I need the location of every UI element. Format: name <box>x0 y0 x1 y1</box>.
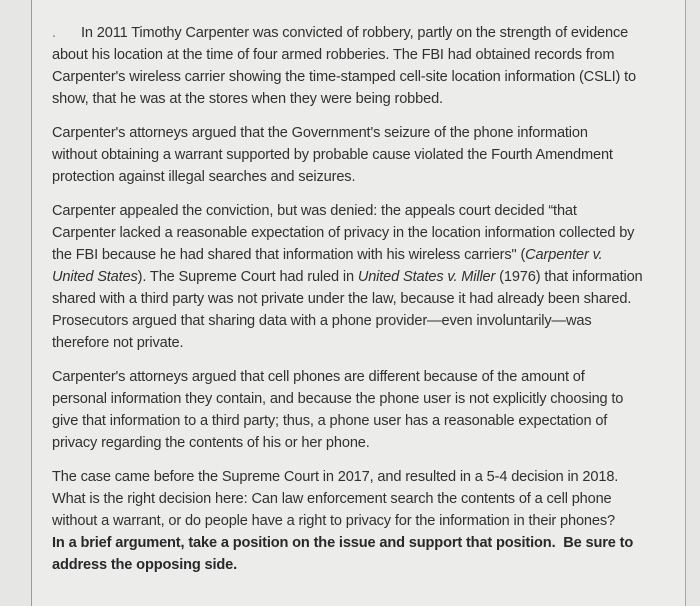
paragraph-cell-phones-different <box>52 366 652 454</box>
assignment-instruction: In a brief argument, take a position on the issue and support that position. Be sure to <box>52 535 634 551</box>
paragraph-line: the FBI because he had shared that information with his wireless carriers" (Carpenter v. <box>52 247 603 263</box>
paragraph-line: Carpenter appealed the conviction, but was denied: the appeals court decided “that <box>52 203 577 219</box>
paragraph-line: show, that he was at the stores when they were being robbed. <box>52 91 443 107</box>
paragraph-line: Carpenter's attorneys argued that cell phones are different because of the amount of <box>52 369 585 385</box>
paragraph-prompt <box>52 466 652 576</box>
paragraph-line: What is the right decision here: Can law enforcement search the contents of a cell phone <box>52 491 612 507</box>
paragraph-line: without obtaining a warrant supported by probable cause violated the Fourth Amendment <box>52 147 613 163</box>
paragraph-line: United States). The Supreme Court had ruled in United States v. Miller (1976) that information <box>52 269 643 285</box>
paragraph-line: protection against illegal searches and seizures. <box>52 169 356 185</box>
paragraph-line: personal information they contain, and because the phone user is not explicitly choosing to <box>52 391 624 407</box>
paragraph-line: without a warrant, or do people have a right to privacy for the information in their phones? <box>52 513 615 529</box>
case-citation: Carpenter v. <box>525 247 603 263</box>
paragraph-line: shared with a third party was not private under the law, because it had already been shared. <box>52 291 632 307</box>
paragraph-line: therefore not private. <box>52 335 184 351</box>
paragraph-appeal <box>52 200 652 354</box>
paragraph-line: Prosecutors argued that sharing data with a phone provider—even involuntarily—was <box>52 313 592 329</box>
paragraph-line: about his location at the time of four armed robberies. The FBI had obtained records from <box>52 47 615 63</box>
paragraph-line: The case came before the Supreme Court in 2017, and resulted in a 5-4 decision in 2018. <box>52 469 619 485</box>
paragraph-background <box>52 22 652 110</box>
paragraph-line: give that information to a third party; thus, a phone user has a reasonable expectation of <box>52 413 608 429</box>
paragraph-line: Carpenter's wireless carrier showing the time-stamped cell-site location information (CSLI) to <box>52 69 637 85</box>
paragraph-line: . In 2011 Timothy Carpenter was convicted of robbery, partly on the strength of evidence <box>52 22 652 44</box>
paragraph-line: Carpenter's attorneys argued that the Government's seizure of the phone information <box>52 125 588 141</box>
paragraph-line: privacy regarding the contents of his or her phone. <box>52 435 370 451</box>
paragraph-line: Carpenter lacked a reasonable expectation of privacy in the location information collected by <box>52 225 635 241</box>
paragraph-attorneys-argument <box>52 122 652 188</box>
assignment-instruction: address the opposing side. <box>52 557 238 573</box>
case-citation: United States <box>52 269 138 285</box>
lead-marker: . <box>52 25 56 41</box>
assignment-text <box>52 22 652 588</box>
case-citation: United States v. Miller <box>357 269 496 285</box>
